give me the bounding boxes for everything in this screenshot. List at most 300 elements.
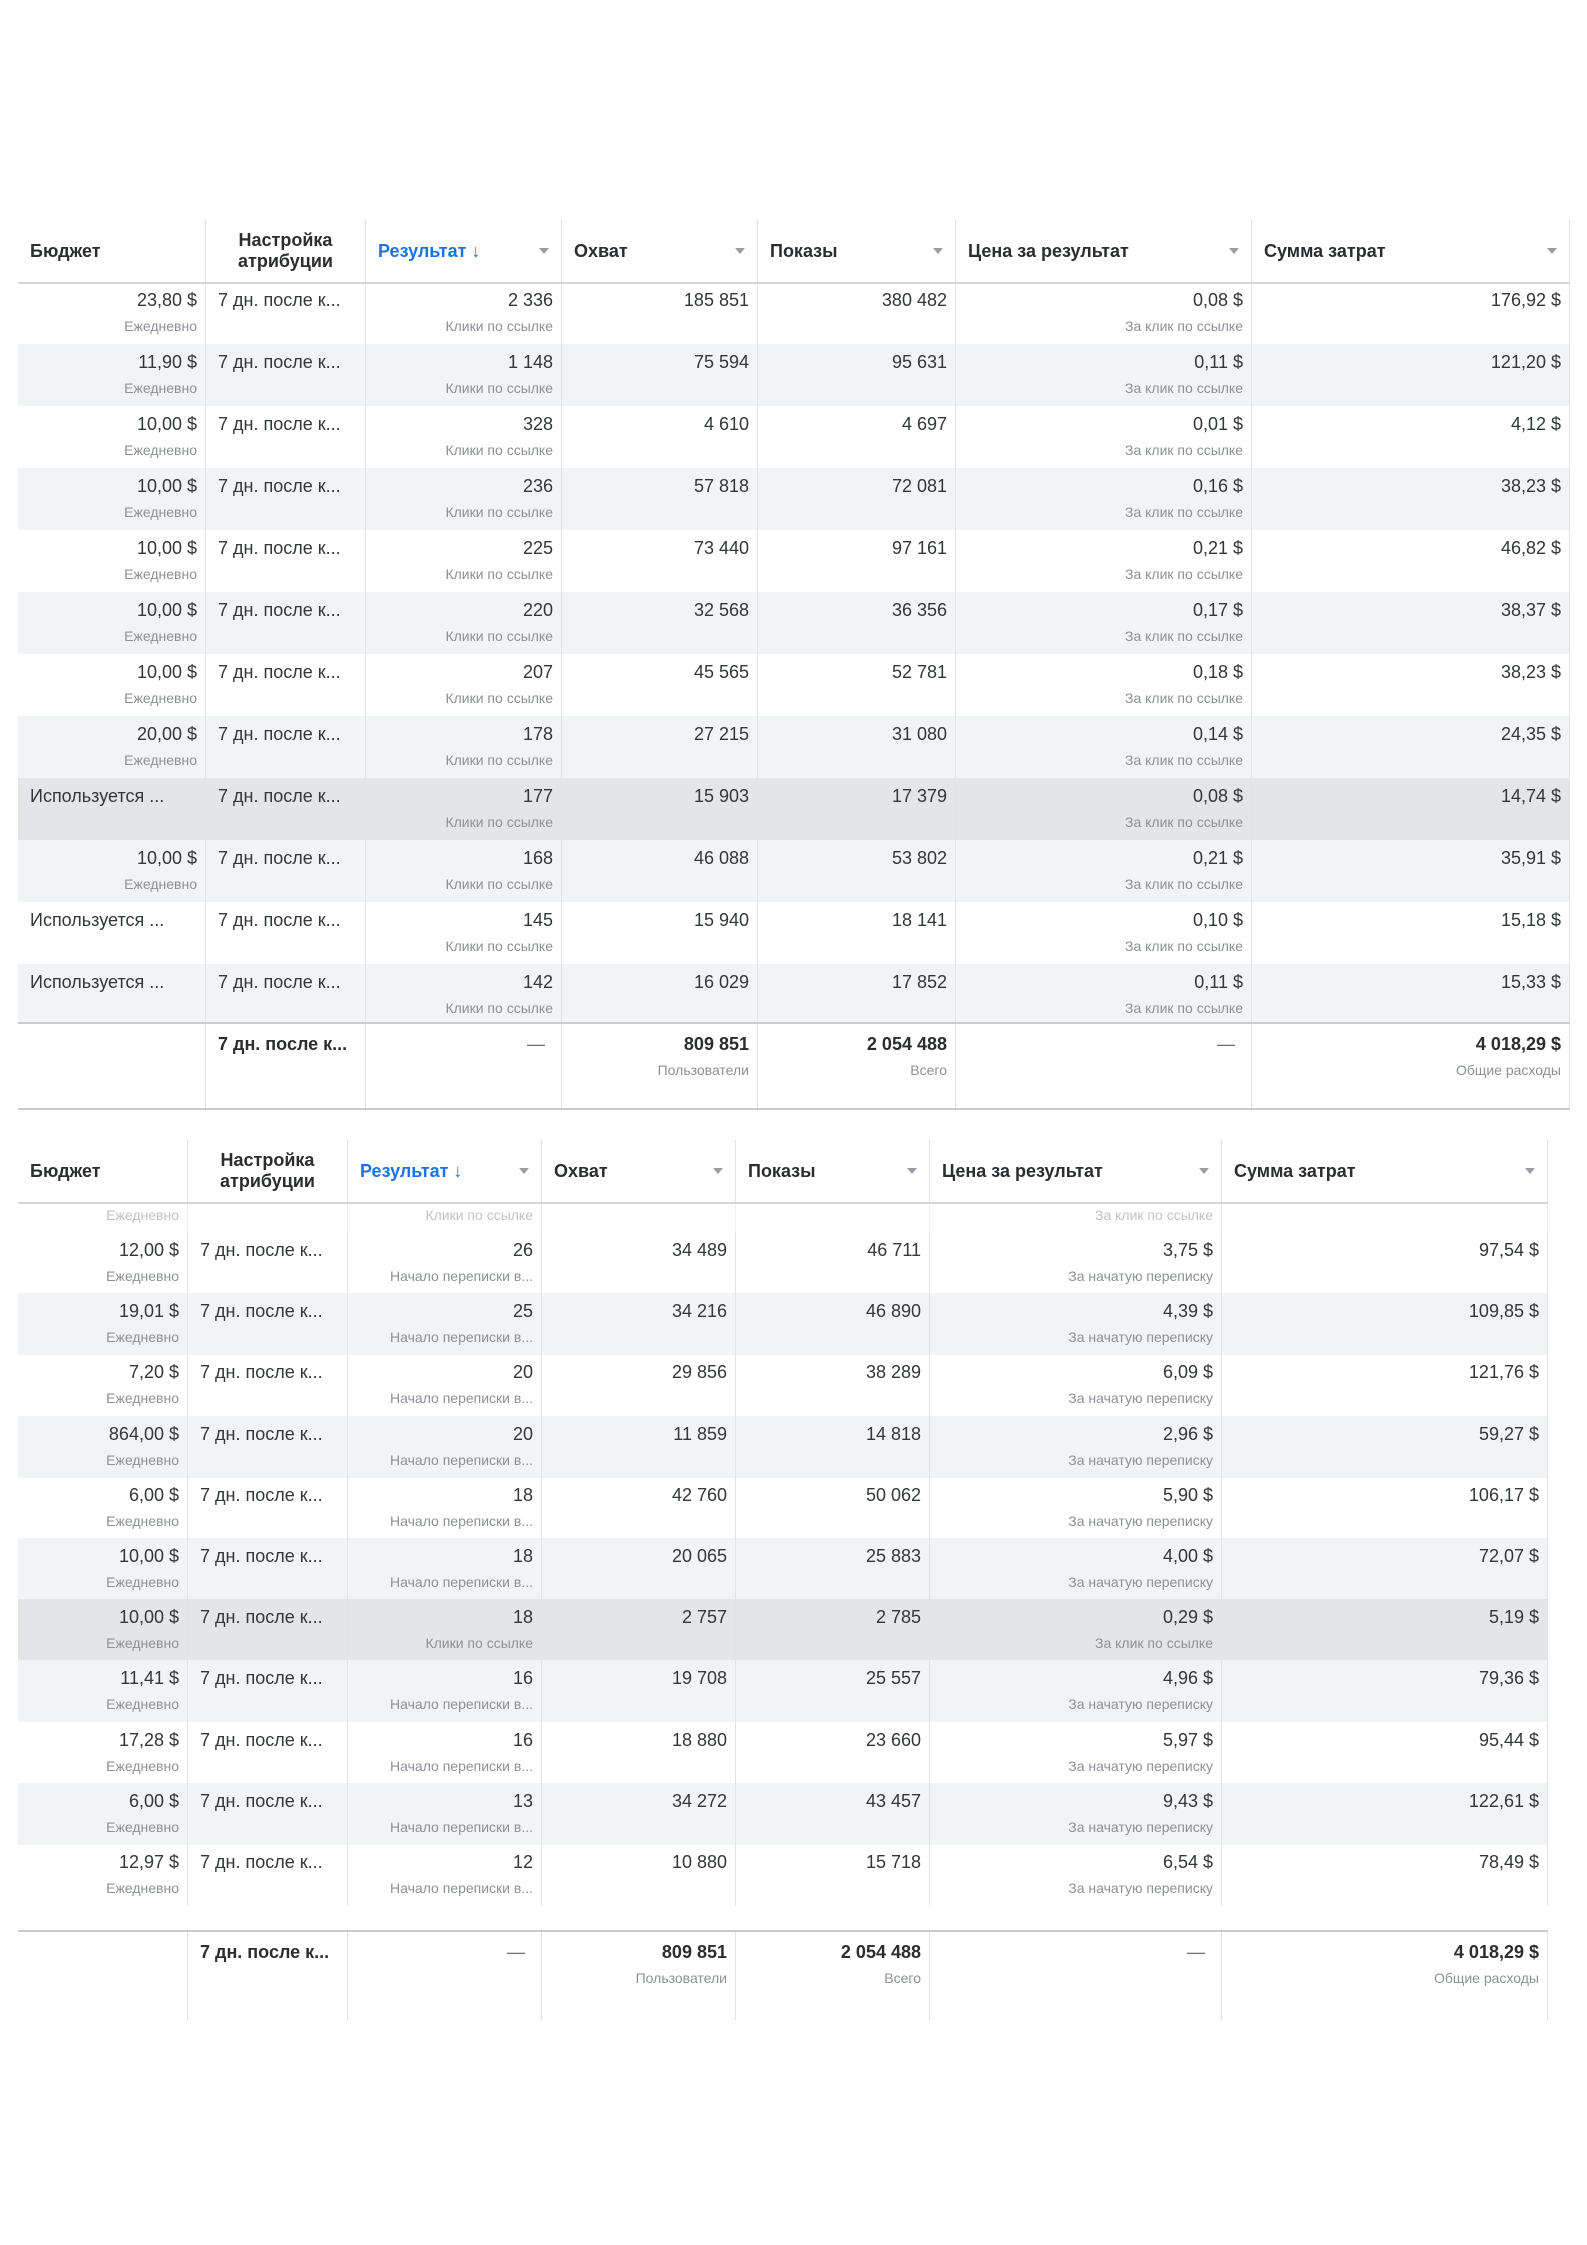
reach-cell	[562, 592, 758, 654]
cell-value: 95,44 $	[1478, 1729, 1539, 1750]
reach-cell	[542, 1722, 736, 1784]
total-value: 2 054 488	[866, 1034, 947, 1054]
cell-value: 16	[512, 1729, 533, 1750]
ads-table-screenshot-2	[18, 1140, 1548, 2020]
reach-cell	[542, 1538, 736, 1600]
table-header	[18, 1140, 1548, 1204]
reach-cell	[562, 716, 758, 778]
amount-spent-column-header[interactable]	[1252, 220, 1570, 282]
cell-subtitle: За клик по ссылке	[1095, 1206, 1213, 1223]
cell-value: 7 дн. после к...	[200, 1484, 323, 1505]
cell-value: 16 029	[693, 972, 749, 992]
column-header-label: Результат ↓	[378, 240, 481, 261]
cell-subtitle: За клик по ссылке	[1095, 1635, 1213, 1652]
table-row-partial	[18, 1202, 1548, 1233]
table-row[interactable]	[18, 1722, 1548, 1784]
reach-cell	[562, 282, 758, 344]
table-row[interactable]	[18, 964, 1570, 1022]
attribution-column-header[interactable]	[188, 1140, 348, 1202]
budget-cell	[18, 778, 206, 840]
cell-value: 19,01 $	[118, 1301, 179, 1322]
attribution-cell	[188, 1538, 348, 1600]
budget-cell	[18, 468, 206, 530]
table-row[interactable]	[18, 840, 1570, 902]
cell-subtitle: За клик по ссылке	[1125, 504, 1243, 520]
attribution-cell	[206, 902, 366, 964]
result-cell	[366, 716, 562, 778]
budget-cell	[18, 406, 206, 468]
cell-subtitle: За начатую переписку	[1068, 1696, 1213, 1713]
cell-value: 12,97 $	[118, 1852, 179, 1872]
attribution-column-header[interactable]	[206, 220, 366, 282]
chevron-down-icon[interactable]	[1229, 248, 1239, 254]
total-value: 809 851	[661, 1942, 727, 1962]
cell-subtitle: Ежедневно	[124, 442, 197, 458]
cell-subtitle: Клики по ссылке	[445, 628, 553, 644]
cell-subtitle: Ежедневно	[124, 380, 197, 396]
cell-value: 15 903	[693, 786, 749, 806]
impressions-cell	[736, 1783, 930, 1845]
reach-cell	[542, 1660, 736, 1722]
result-cell	[366, 902, 562, 964]
cell-value: 7 дн. после к...	[200, 1668, 323, 1689]
table-row[interactable]	[18, 1416, 1548, 1478]
cell-value: 7 дн. после к...	[200, 1852, 323, 1872]
cell-value: 7 дн. после к...	[200, 1240, 323, 1260]
cost-per-result-cell	[956, 344, 1252, 406]
reach-cell	[562, 778, 758, 840]
cell-value: 97,54 $	[1478, 1240, 1539, 1260]
reach-column-header[interactable]	[562, 220, 758, 282]
budget-cell	[18, 282, 206, 344]
table-row[interactable]	[18, 716, 1570, 778]
cell-subtitle: Начало переписки в...	[390, 1451, 533, 1468]
reach-cell	[542, 1202, 736, 1233]
cell-subtitle: Ежедневно	[124, 628, 197, 644]
cell-value: 27 215	[693, 724, 749, 744]
cell-value: 177	[522, 786, 553, 806]
cell-subtitle: Клики по ссылке	[445, 566, 553, 582]
cell-value: 7 дн. после к...	[218, 848, 341, 868]
cost-per-result-cell	[956, 902, 1252, 964]
cell-subtitle: Клики по ссылке	[445, 318, 553, 334]
cell-value: 53 802	[891, 848, 947, 868]
cell-subtitle: Ежедневно	[106, 1329, 179, 1346]
table-row[interactable]	[18, 654, 1570, 716]
cell-subtitle: Начало переписки в...	[390, 1880, 533, 1896]
total-value: 7 дн. после к...	[218, 1034, 348, 1054]
amount-spent-cell	[1222, 1783, 1548, 1845]
attribution-cell	[188, 1232, 348, 1294]
budget-cell	[18, 1844, 188, 1906]
cell-subtitle: За начатую переписку	[1068, 1451, 1213, 1468]
cell-value: 6,00 $	[128, 1484, 179, 1505]
cell-value: 45 565	[693, 662, 749, 682]
cell-subtitle: Начало переписки в...	[390, 1268, 533, 1284]
amount-spent-cell	[1252, 778, 1570, 840]
reach-cell	[562, 344, 758, 406]
chevron-down-icon[interactable]	[1199, 1168, 1209, 1174]
cell-subtitle: Ежедневно	[106, 1757, 179, 1774]
cell-value: 46 088	[693, 848, 749, 868]
cell-value: 23 660	[865, 1729, 921, 1750]
cell-value: 0,01 $	[1192, 414, 1243, 434]
totals-amount-spent-cell	[1252, 1024, 1570, 1110]
cell-value: 7,20 $	[128, 1362, 179, 1383]
cell-subtitle: Клики по ссылке	[445, 1000, 553, 1016]
amount-spent-cell	[1222, 1293, 1548, 1355]
total-subtitle: Всего	[910, 1062, 947, 1078]
result-cell	[366, 468, 562, 530]
result-cell	[366, 654, 562, 716]
cell-value: 0,11 $	[1194, 352, 1243, 372]
cell-value: 29 856	[671, 1362, 727, 1383]
cell-value: 6,00 $	[128, 1790, 179, 1811]
cell-value: 106,17 $	[1468, 1484, 1539, 1505]
cell-value: 11 859	[673, 1423, 727, 1444]
cell-value: 34 489	[671, 1240, 727, 1260]
impressions-cell	[736, 1599, 930, 1661]
cell-value: 7 дн. после к...	[218, 972, 341, 992]
cell-value: 15 940	[693, 910, 749, 930]
cell-subtitle: Начало переписки в...	[390, 1757, 533, 1774]
cell-subtitle: Начало переписки в...	[390, 1574, 533, 1590]
table-row[interactable]	[18, 282, 1570, 344]
cell-value: 18	[512, 1546, 533, 1566]
column-header-label: Охват	[554, 1160, 608, 1181]
impressions-cell	[736, 1232, 930, 1294]
cell-subtitle: За начатую переписку	[1068, 1268, 1213, 1284]
chevron-down-icon[interactable]	[713, 1168, 723, 1174]
cell-value: 16	[512, 1668, 533, 1689]
table-row[interactable]	[18, 1232, 1548, 1294]
cell-value: 145	[522, 910, 553, 930]
result-column-header[interactable]	[348, 1140, 542, 1202]
cell-value: 78,49 $	[1478, 1852, 1539, 1872]
impressions-cell	[736, 1202, 930, 1233]
cell-value: 23,80 $	[136, 290, 197, 310]
cell-value: 38,23 $	[1500, 476, 1561, 496]
cell-value: 17 852	[891, 972, 947, 992]
amount-spent-cell	[1252, 964, 1570, 1022]
reach-cell	[562, 840, 758, 902]
cell-value: 176,92 $	[1490, 290, 1561, 310]
amount-spent-cell	[1222, 1202, 1548, 1233]
table-row[interactable]	[18, 778, 1570, 840]
chevron-down-icon[interactable]	[907, 1168, 917, 1174]
cell-value: 46 890	[865, 1301, 921, 1322]
cell-value: 17 379	[891, 786, 947, 806]
cell-value: 207	[522, 662, 553, 682]
cell-value: Используется ...	[30, 910, 165, 930]
reach-cell	[542, 1844, 736, 1906]
result-cell	[366, 840, 562, 902]
result-cell	[348, 1354, 542, 1416]
budget-column-header[interactable]	[18, 220, 206, 282]
totals-reach-cell	[542, 1932, 736, 2020]
cell-subtitle: Ежедневно	[124, 566, 197, 582]
total-subtitle: Общие расходы	[1433, 1970, 1539, 1986]
cell-value: 109,85 $	[1468, 1301, 1539, 1322]
cell-value: 0,08 $	[1192, 290, 1243, 310]
cell-value: 52 781	[891, 662, 947, 682]
amount-spent-cell	[1222, 1599, 1548, 1661]
cell-value: 0,14 $	[1192, 724, 1243, 744]
table-row[interactable]	[18, 1354, 1548, 1416]
totals-row	[18, 1930, 1548, 2020]
table-row[interactable]	[18, 406, 1570, 468]
cost-per-result-cell	[930, 1538, 1222, 1600]
cost-per-result-cell	[956, 468, 1252, 530]
cell-value: 1 148	[507, 352, 553, 372]
cost-per-result-cell	[956, 840, 1252, 902]
table-row[interactable]	[18, 530, 1570, 592]
cell-value: 7 дн. после к...	[218, 290, 341, 310]
budget-cell	[18, 1599, 188, 1661]
cell-value: 4,00 $	[1162, 1546, 1213, 1566]
cell-subtitle: Клики по ссылке	[425, 1635, 533, 1652]
cell-value: 72,07 $	[1478, 1546, 1539, 1566]
column-header-label: Результат ↓	[360, 1160, 463, 1181]
cell-value: 10,00 $	[136, 662, 197, 682]
cell-subtitle: За начатую переписку	[1068, 1880, 1213, 1896]
cell-subtitle: За начатую переписку	[1068, 1512, 1213, 1529]
cell-value: 7 дн. после к...	[218, 538, 341, 558]
budget-cell	[18, 1660, 188, 1722]
cell-value: 7 дн. после к...	[200, 1607, 323, 1628]
amount-spent-cell	[1252, 902, 1570, 964]
column-header-label: Бюджет	[30, 1160, 101, 1181]
result-cell	[366, 406, 562, 468]
impressions-cell	[758, 530, 956, 592]
attribution-cell	[206, 778, 366, 840]
cell-value: 75 594	[693, 352, 749, 372]
table-row[interactable]	[18, 592, 1570, 654]
cell-subtitle: Начало переписки в...	[390, 1818, 533, 1835]
cell-subtitle: Клики по ссылке	[445, 690, 553, 706]
cost-per-result-cell	[956, 654, 1252, 716]
cell-value: 11,90 $	[138, 352, 197, 372]
amount-spent-column-header[interactable]	[1222, 1140, 1548, 1202]
table-row[interactable]	[18, 1660, 1548, 1722]
table-row[interactable]	[18, 1783, 1548, 1845]
cell-value: 12,00 $	[118, 1240, 179, 1260]
cell-subtitle: Клики по ссылке	[445, 442, 553, 458]
cell-value: 3,75 $	[1162, 1240, 1213, 1260]
cell-value: 4 610	[703, 414, 749, 434]
table-row[interactable]	[18, 1844, 1548, 1906]
cell-value: 72 081	[891, 476, 947, 496]
budget-cell	[18, 592, 206, 654]
cell-subtitle: Начало переписки в...	[390, 1329, 533, 1346]
cell-value: 7 дн. после к...	[200, 1423, 323, 1444]
impressions-column-header[interactable]	[736, 1140, 930, 1202]
attribution-cell	[188, 1844, 348, 1906]
cell-subtitle: Ежедневно	[106, 1635, 179, 1652]
budget-cell	[18, 1538, 188, 1600]
totals-cost-per-result-cell	[956, 1024, 1252, 1110]
chevron-down-icon[interactable]	[933, 248, 943, 254]
budget-column-header[interactable]	[18, 1140, 188, 1202]
cell-subtitle: Ежедневно	[106, 1696, 179, 1713]
result-cell	[366, 282, 562, 344]
table-row[interactable]	[18, 902, 1570, 964]
cell-subtitle: За клик по ссылке	[1125, 938, 1243, 954]
cell-subtitle: За клик по ссылке	[1125, 1000, 1243, 1016]
table-row[interactable]	[18, 468, 1570, 530]
cell-value: 7 дн. после к...	[200, 1729, 323, 1750]
impressions-cell	[736, 1538, 930, 1600]
cell-subtitle: Ежедневно	[124, 690, 197, 706]
chevron-down-icon[interactable]	[519, 1168, 529, 1174]
cell-value: 57 818	[693, 476, 749, 496]
table-body	[18, 1202, 1548, 1942]
column-header-label: Настройка атрибуции	[238, 230, 333, 271]
table-row[interactable]	[18, 1538, 1548, 1600]
attribution-cell	[206, 530, 366, 592]
result-cell	[348, 1722, 542, 1784]
cost-per-result-cell	[930, 1354, 1222, 1416]
reach-cell	[542, 1232, 736, 1294]
cost-per-result-column-header[interactable]	[930, 1140, 1222, 1202]
result-cell	[348, 1232, 542, 1294]
total-subtitle: Пользователи	[635, 1970, 727, 1986]
cell-value: 26	[512, 1240, 533, 1260]
reach-column-header[interactable]	[542, 1140, 736, 1202]
amount-spent-cell	[1252, 840, 1570, 902]
attribution-cell	[188, 1202, 348, 1233]
cell-value: 10,00 $	[136, 600, 197, 620]
cell-value: 10 880	[671, 1852, 727, 1872]
cell-value: 7 дн. после к...	[200, 1301, 323, 1322]
cost-per-result-cell	[930, 1660, 1222, 1722]
reach-cell	[562, 530, 758, 592]
cost-per-result-column-header[interactable]	[956, 220, 1252, 282]
cell-value: 2 757	[681, 1607, 727, 1628]
budget-cell	[18, 1354, 188, 1416]
result-cell	[348, 1783, 542, 1845]
table-row[interactable]	[18, 1477, 1548, 1539]
total-value: 2 054 488	[840, 1942, 921, 1962]
chevron-down-icon[interactable]	[735, 248, 745, 254]
result-cell	[348, 1844, 542, 1906]
cost-per-result-cell	[930, 1293, 1222, 1355]
budget-cell	[18, 1293, 188, 1355]
total-subtitle: Общие расходы	[1455, 1062, 1561, 1078]
impressions-cell	[758, 902, 956, 964]
cell-value: 10,00 $	[136, 848, 197, 868]
result-cell	[348, 1293, 542, 1355]
cell-subtitle: Ежедневно	[106, 1451, 179, 1468]
cell-value: 0,16 $	[1192, 476, 1243, 496]
cell-value: 122,61 $	[1468, 1790, 1539, 1811]
totals-cost-per-result-cell	[930, 1932, 1222, 2020]
result-cell	[366, 964, 562, 1022]
cell-value: 59,27 $	[1478, 1423, 1539, 1444]
cost-per-result-cell	[930, 1477, 1222, 1539]
reach-cell	[562, 406, 758, 468]
cell-subtitle: Ежедневно	[106, 1268, 179, 1284]
cell-value: 38,37 $	[1500, 600, 1561, 620]
cell-value: 11,41 $	[120, 1668, 179, 1689]
cell-value: 121,20 $	[1490, 352, 1561, 372]
chevron-down-icon[interactable]	[1525, 1168, 1535, 1174]
totals-reach-cell	[562, 1024, 758, 1110]
attribution-cell	[206, 592, 366, 654]
result-cell	[348, 1202, 542, 1233]
cell-value: 7 дн. после к...	[218, 662, 341, 682]
cell-subtitle: Начало переписки в...	[390, 1696, 533, 1713]
cell-value: 43 457	[865, 1790, 921, 1811]
table-row[interactable]	[18, 1293, 1548, 1355]
impressions-column-header[interactable]	[758, 220, 956, 282]
impressions-cell	[758, 468, 956, 530]
cell-subtitle: Ежедневно	[124, 504, 197, 520]
total-value: 4 018,29 $	[1475, 1034, 1561, 1054]
cell-value: 0,21 $	[1192, 848, 1243, 868]
cost-per-result-cell	[956, 778, 1252, 840]
cell-value: 0,11 $	[1194, 972, 1243, 992]
table-row[interactable]	[18, 1599, 1548, 1661]
cell-value: 31 080	[891, 724, 947, 744]
result-cell	[348, 1538, 542, 1600]
result-column-header[interactable]	[366, 220, 562, 282]
cost-per-result-cell	[956, 592, 1252, 654]
cell-value: 79,36 $	[1478, 1668, 1539, 1689]
cell-subtitle: Клики по ссылке	[445, 380, 553, 396]
impressions-cell	[758, 592, 956, 654]
result-cell	[366, 344, 562, 406]
column-header-label: Показы	[770, 240, 838, 261]
cell-value: 5,19 $	[1488, 1607, 1539, 1628]
impressions-cell	[758, 778, 956, 840]
cell-value: 18 141	[891, 910, 947, 930]
cell-value: 10,00 $	[136, 414, 197, 434]
cell-value: 7 дн. после к...	[218, 910, 341, 930]
attribution-cell	[188, 1599, 348, 1661]
cell-subtitle: За клик по ссылке	[1125, 566, 1243, 582]
cell-subtitle: За клик по ссылке	[1125, 690, 1243, 706]
impressions-cell	[758, 964, 956, 1022]
cell-subtitle: Клики по ссылке	[445, 752, 553, 768]
amount-spent-cell	[1222, 1354, 1548, 1416]
attribution-cell	[206, 282, 366, 344]
cell-subtitle: За начатую переписку	[1068, 1757, 1213, 1774]
chevron-down-icon[interactable]	[539, 248, 549, 254]
result-cell	[366, 592, 562, 654]
impressions-cell	[736, 1354, 930, 1416]
totals-impressions-cell	[758, 1024, 956, 1110]
cell-value: 10,00 $	[136, 476, 197, 496]
attribution-cell	[206, 654, 366, 716]
cost-per-result-cell	[956, 530, 1252, 592]
table-row[interactable]	[18, 344, 1570, 406]
budget-cell	[18, 1232, 188, 1294]
cell-value: 7 дн. после к...	[218, 414, 341, 434]
impressions-cell	[736, 1477, 930, 1539]
amount-spent-cell	[1252, 282, 1570, 344]
attribution-cell	[188, 1416, 348, 1478]
chevron-down-icon[interactable]	[1547, 248, 1557, 254]
reach-cell	[562, 964, 758, 1022]
amount-spent-cell	[1222, 1538, 1548, 1600]
total-value: —	[527, 1034, 545, 1054]
budget-cell	[18, 716, 206, 778]
cell-value: 15 718	[865, 1852, 921, 1872]
cell-value: 2 336	[507, 290, 553, 310]
cost-per-result-cell	[930, 1232, 1222, 1294]
total-value: —	[1187, 1942, 1205, 1962]
